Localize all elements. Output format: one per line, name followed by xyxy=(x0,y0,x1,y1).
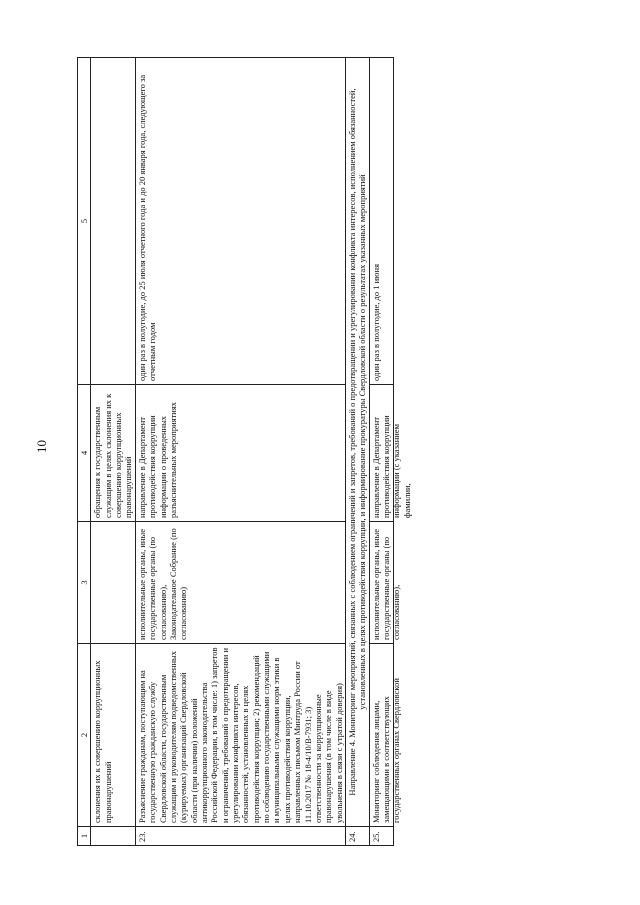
direction-heading: Направление 4. Мониторинг мероприятий, связанных с соблюдением ограничений и запретов, требований о предотвращении и урегулировании конфликта интересов, исполнением обязанностей, установленных в целях противодействия коррупции, и информирование прокуратуры Свердловской области о результатах указанных мероприятий xyxy=(345,58,369,827)
deadline-text: один раз в полугодие, до 1 июня xyxy=(370,264,381,381)
measure-cell: склонения их к совершению коррупционных правонарушений xyxy=(91,644,135,827)
measure-cell xyxy=(369,644,402,827)
deadline-cell xyxy=(369,58,393,385)
direction-row xyxy=(345,58,369,846)
table-row xyxy=(135,58,345,846)
executor-cell xyxy=(369,522,402,644)
executor-text: исполнительные органы, иные государственные органы (по согласованию), xyxy=(370,529,402,640)
header-cell: 3 xyxy=(78,522,91,644)
page-number: 10 xyxy=(34,440,49,453)
result-cell: обращения к государственным служащим в целях склонения их к совершению коррупционных правонарушений xyxy=(91,385,135,522)
measure-text: Мониторинг соблюдения лицами, замещающими в соответствующих государственных органах Свердловской xyxy=(370,678,402,823)
table-rotation-frame xyxy=(77,58,543,846)
header-cell: 1 xyxy=(78,827,91,846)
header-cell: 2 xyxy=(78,644,91,827)
result-cell: направление в Департамент противодействия коррупции информации о проведенных разъяснительных мероприятиях xyxy=(135,385,345,522)
measure-cell: Разъяснение гражданам, поступающим на государственную гражданскую службу Свердловской области, государственным служащим и руководителям подведомственных (курируемых) организаций Свердловской области (при наличии) положений антикоррупционного законодательства Российской Федерации, в том числе: 1) запретов и ограничений, требований о предотвращении и урегулировании конфликта интересов, обязанностей, установленных в целях противодействия коррупции; 2) рекомендаций по соблюдению государственными служащими и муниципальными служащими норм этики в целях противодействия коррупции, направленных письмом Минтруда России от 11.10.2017 № 18-4/10/В-7931; 3) ответственности за коррупционные правонарушения (в том числе в виде увольнения в связи с утратой доверия) xyxy=(135,644,345,827)
deadline-cell: один раз в полугодие, до 25 июля отчетного года и до 20 января года, следующего за отчетным годом xyxy=(135,58,345,385)
header-row xyxy=(78,58,91,846)
measures-table xyxy=(77,57,412,846)
result-cell xyxy=(369,385,412,522)
header-cell: 4 xyxy=(78,385,91,522)
deadline-cell xyxy=(91,58,135,385)
row-number: 24. xyxy=(345,827,369,846)
row-number: 25. xyxy=(369,827,393,846)
header-cell: 5 xyxy=(78,58,91,385)
executor-cell xyxy=(91,522,135,644)
rotated-table-area xyxy=(77,58,543,846)
row-number: 23. xyxy=(135,827,345,846)
executor-cell: исполнительные органы, иные государственные органы (по согласованию), Законодательное Собрание (по согласованию) xyxy=(135,522,345,644)
table-row xyxy=(91,58,135,846)
table-row xyxy=(369,58,393,846)
result-text: направление в Департамент противодействия коррупции информации (с указанием фамилии, xyxy=(370,415,412,518)
row-number xyxy=(91,827,135,846)
